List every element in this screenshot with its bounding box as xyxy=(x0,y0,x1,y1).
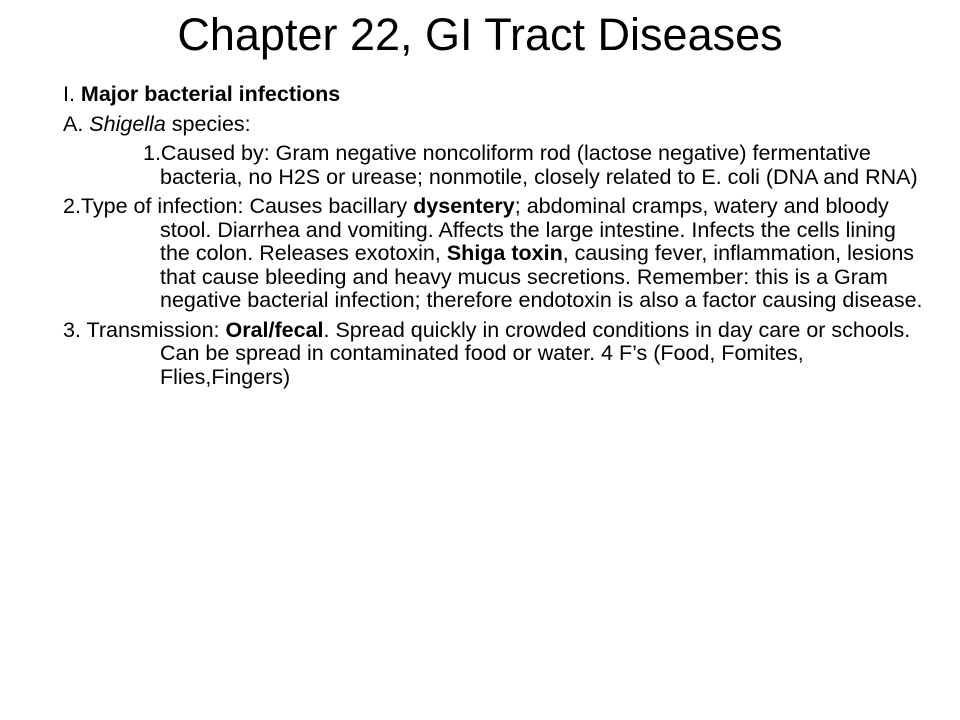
organism-name: Shigella xyxy=(89,111,166,136)
subsection-prefix: A. xyxy=(63,111,90,136)
point-type-text-1: 2.Type of infection: Causes bacillary xyxy=(63,194,414,218)
section-heading-text: Major bacterial infections xyxy=(80,82,341,106)
point-caused-by xyxy=(63,142,923,189)
point-transmission-text-2: . Spread quickly in crowded conditions in day care or schools. Can be spread in contaminated food or water. 4 F’s (Food, Fomites, Flies,Fingers) xyxy=(160,317,911,389)
term-dysentery: dysentery xyxy=(413,194,515,218)
term-oral-fecal: Oral/fecal xyxy=(225,317,324,342)
point-caused-by-text: 1.Caused by: Gram negative noncoliform rod (lactose negative) fermentative bacteria, no H2S or urease; nonmotile, closely related to E. coli (DNA and RNA) xyxy=(143,141,918,189)
point-type-text-3: , causing fever, inflammation, lesions that cause bleeding and heavy mucus secretions. Remember: this is a Gram negative bacterial infection; therefore endotoxin is also a factor causing disease. xyxy=(160,241,923,312)
term-shiga-toxin: Shiga toxin xyxy=(446,241,563,265)
slide-title: Chapter 22, GI Tract Diseases xyxy=(177,9,783,60)
slide-body xyxy=(63,83,923,395)
point-transmission-text-1: 3. Transmission: xyxy=(63,317,226,342)
section-heading xyxy=(63,83,923,107)
point-type-of-infection xyxy=(63,195,923,313)
subsection-suffix: species: xyxy=(165,111,251,136)
subsection-heading xyxy=(63,113,923,137)
section-numeral: I. xyxy=(63,82,81,106)
point-transmission xyxy=(63,319,923,390)
point-type-text-2: ; abdominal cramps, watery and bloody stool. Diarrhea and vomiting. Affects the large intestine. Infects the cells lining the colon. Releases exotoxin, xyxy=(160,194,896,265)
